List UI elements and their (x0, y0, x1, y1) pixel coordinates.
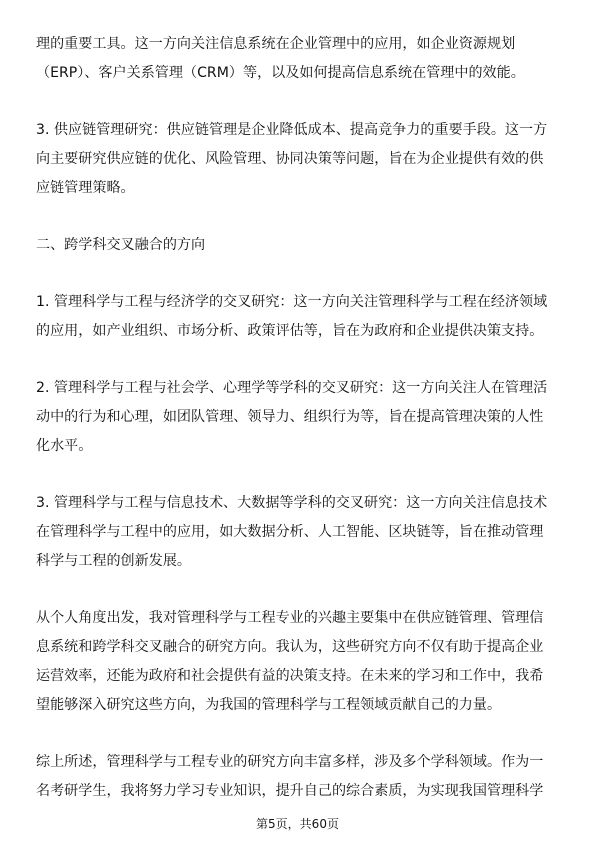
text-line: （ERP）、客户关系管理（CRM）等，以及如何提高信息系统在管理中的效能。 (36, 65, 525, 81)
text-line: 3. 管理科学与工程与信息技术、大数据等学科的交叉研究：这一方向关注信息技术 (36, 495, 548, 511)
document-page (36, 30, 559, 834)
paragraph-information-technology (36, 489, 559, 576)
text-line: 2. 管理科学与工程与社会学、心理学等学科的交叉研究：这一方向关注人在管理活 (36, 380, 548, 396)
text-line: 1. 管理科学与工程与经济学的交叉研究：这一方向关注管理科学与工程在经济领域 (36, 294, 548, 310)
text-line: 从个人角度出发，我对管理科学与工程专业的兴趣主要集中在供应链管理、管理信 (36, 610, 544, 626)
paragraph-erp-crm (36, 30, 559, 88)
text-line: 息系统和跨学科交叉融合的研究方向。我认为，这些研究方向不仅有助于提高企业 (36, 639, 544, 655)
paragraph-economics (36, 288, 559, 346)
text-line: 3. 供应链管理研究：供应链管理是企业降低成本、提高竞争力的重要手段。这一方 (36, 122, 548, 138)
text-line: 综上所述，管理科学与工程专业的研究方向丰富多样，涉及多个学科领域。作为一 (36, 754, 544, 770)
paragraph-supply-chain (36, 116, 559, 203)
page-number-footer: 第5页，共60页 (256, 817, 339, 831)
text-line: 向主要研究供应链的优化、风险管理、协同决策等问题，旨在为企业提供有效的供 (36, 151, 544, 167)
text-line: 名考研学生，我将努力学习专业知识，提升自己的综合素质，为实现我国管理科学 (36, 783, 544, 799)
text-line: 化水平。 (36, 438, 93, 454)
text-line: 动中的行为和心理，如团队管理、领导力、组织行为等，旨在提高管理决策的人性 (36, 409, 544, 425)
heading-line: 二、跨学科交叉融合的方向 (36, 237, 206, 253)
text-line: 望能够深入研究这些方向，为我国的管理科学与工程领域贡献自己的力量。 (36, 697, 502, 713)
text-line: 理的重要工具。这一方向关注信息系统在企业管理中的应用，如企业资源规划 (36, 36, 516, 52)
section-heading-interdisciplinary (36, 231, 559, 260)
paragraph-summary (36, 748, 559, 806)
text-line: 在管理科学与工程中的应用，如大数据分析、人工智能、区块链等，旨在推动管理 (36, 524, 544, 540)
text-line: 的应用，如产业组织、市场分析、政策评估等，旨在为政府和企业提供决策支持。 (36, 323, 544, 339)
text-line: 科学与工程的创新发展。 (36, 553, 192, 569)
text-line: 应链管理策略。 (36, 180, 135, 196)
text-line: 运营效率，还能为政府和社会提供有益的决策支持。在未来的学习和工作中，我希 (36, 668, 544, 684)
paragraph-sociology-psychology (36, 374, 559, 461)
paragraph-personal-view (36, 604, 559, 720)
